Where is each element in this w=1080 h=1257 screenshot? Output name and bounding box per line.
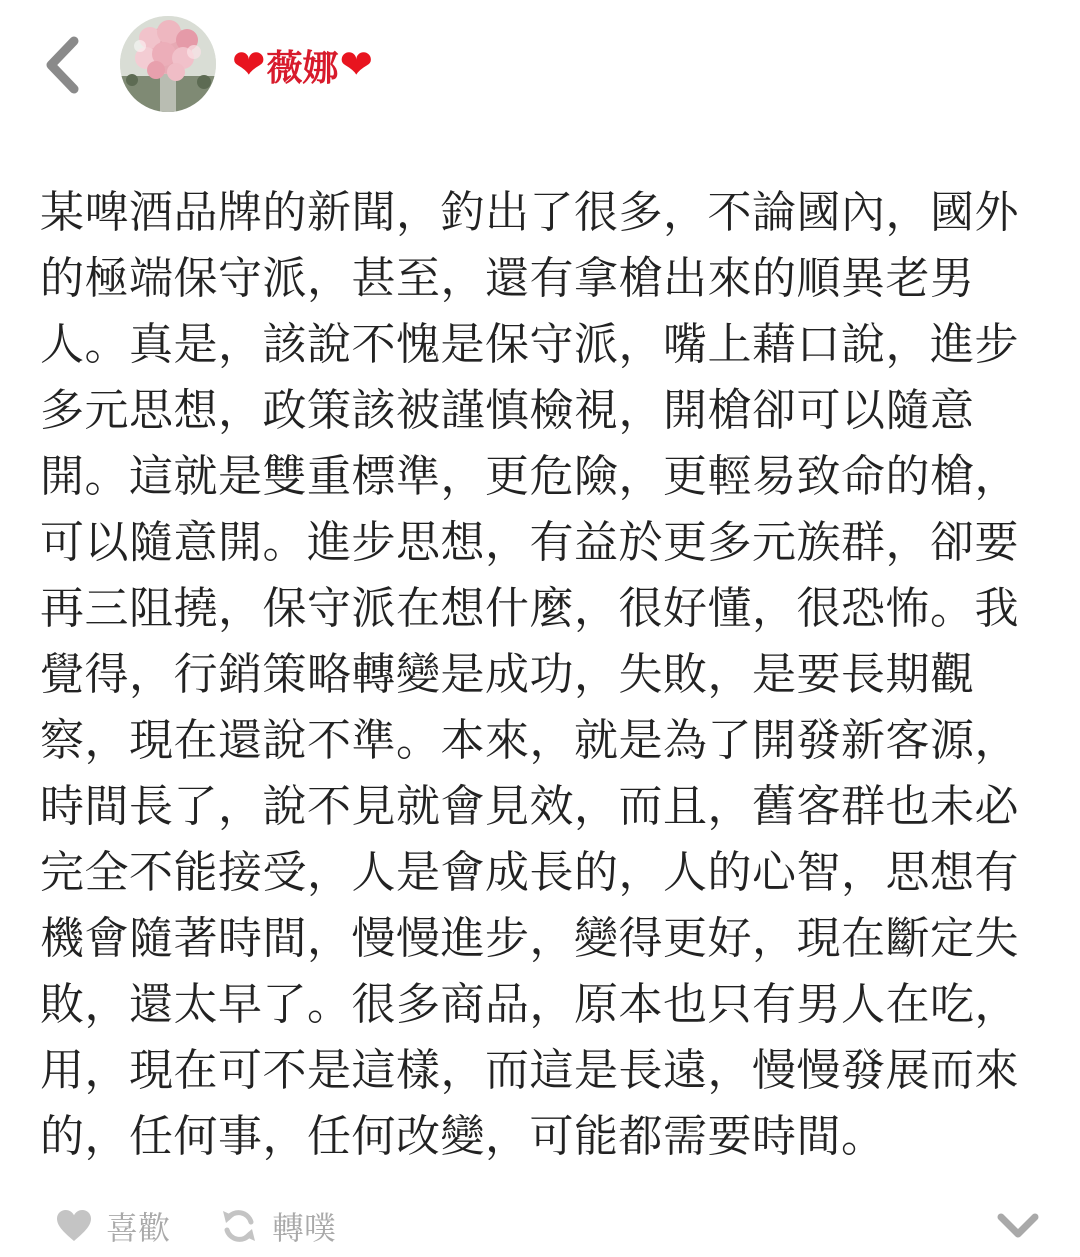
refresh-icon [220,1207,258,1245]
expand-button[interactable] [996,1210,1040,1242]
share-button[interactable] [220,1202,336,1250]
avatar-image [120,16,216,112]
chevron-down-icon [996,1210,1040,1242]
avatar[interactable] [120,16,216,112]
post-content: 某啤酒品牌的新聞，釣出了很多，不論國內，國外的極端保守派，甚至，還有拿槍出來的順異老男人。真是，該說不愧是保守派，嘴上藉口說，進步多元思想，政策該被謹慎檢視，開槍卻可以隨意開。這就是雙重標準，更危險，更輕易致命的槍，可以隨意開。進步思想，有益於更多元族群，卻要再三阻撓，保守派在想什麼，很好懂，很恐怖。我覺得，行銷策略轉變是成功，失敗，是要長期觀察，現在還說不準。本來，就是為了開發新客源，時間長了，說不見就會見效，而且，舊客群也未必完全不能接受，人是會成長的，人的心智，思想有機會隨著時間，慢慢進步，變得更好，現在斷定失敗，還太早了。很多商品，原本也只有男人在吃，用，現在可不是這樣，而這是長遠，慢慢發展而來的，任何事，任何改變，可能都需要時間。 [40,187,1019,1162]
post-actions [0,1196,1080,1257]
username-text: 薇娜 [266,47,339,89]
like-button[interactable] [56,1202,170,1250]
back-button[interactable] [34,32,90,98]
heart-emoji-icon: ❤ [339,42,374,88]
share-label: 轉噗 [272,1209,337,1247]
heart-emoji-icon: ❤ [232,42,266,88]
chevron-left-icon [42,35,82,95]
heart-icon [56,1209,92,1243]
like-label: 喜歡 [106,1209,171,1247]
username[interactable] [232,40,373,90]
post-header [0,0,1080,130]
